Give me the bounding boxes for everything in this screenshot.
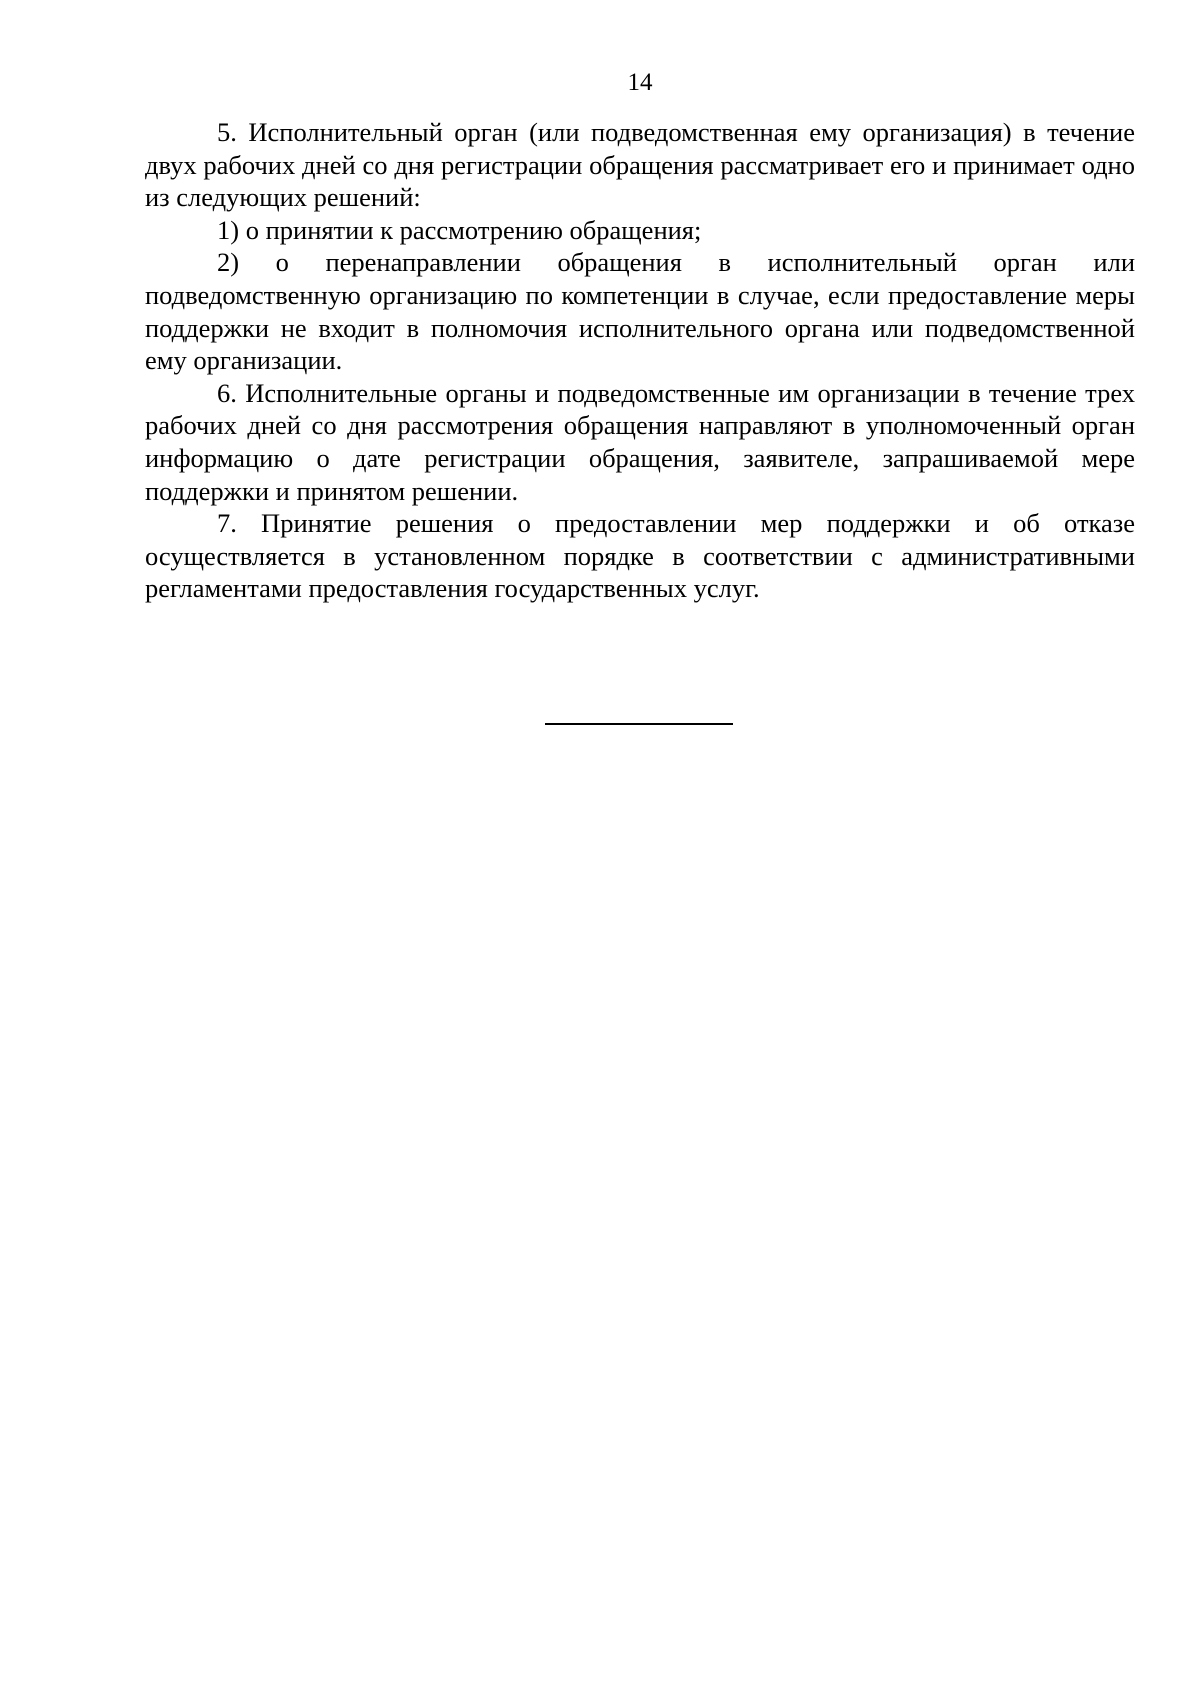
end-of-document-rule [545, 723, 733, 725]
paragraph-5-item-1: 1) о принятии к рассмотрению обращения; [217, 214, 702, 245]
document-body [145, 116, 1135, 605]
paragraph-7: 7. Принятие решения о предоставлении мер поддержки и об отказе осуществляется в установленном порядке в соответствии с административными регламентами предоставления государственных услуг. [145, 508, 1135, 604]
paragraph-6: 6. Исполнительные органы и подведомственные им организации в течение трех рабочих дней со дня рассмотрения обращения направляют в уполномоченный орган информацию о дате регистрации обращения, заявителе, запрашиваемой мере поддержки и принятом решении. [145, 377, 1135, 506]
paragraph-5: 5. Исполнительный орган (или подведомственная ему организация) в течение двух рабочих дней со дня регистрации обращения рассматривает его и принимает одно из следующих решений: [145, 117, 1135, 213]
page-number: 14 [627, 69, 653, 96]
paragraph-5-item-2: 2) о перенаправлении обращения в исполнительный орган или подведомственную организацию по компетенции в случае, если предоставление меры поддержки не входит в полномочия исполнительного органа или подведомственной ему организации. [145, 247, 1135, 376]
